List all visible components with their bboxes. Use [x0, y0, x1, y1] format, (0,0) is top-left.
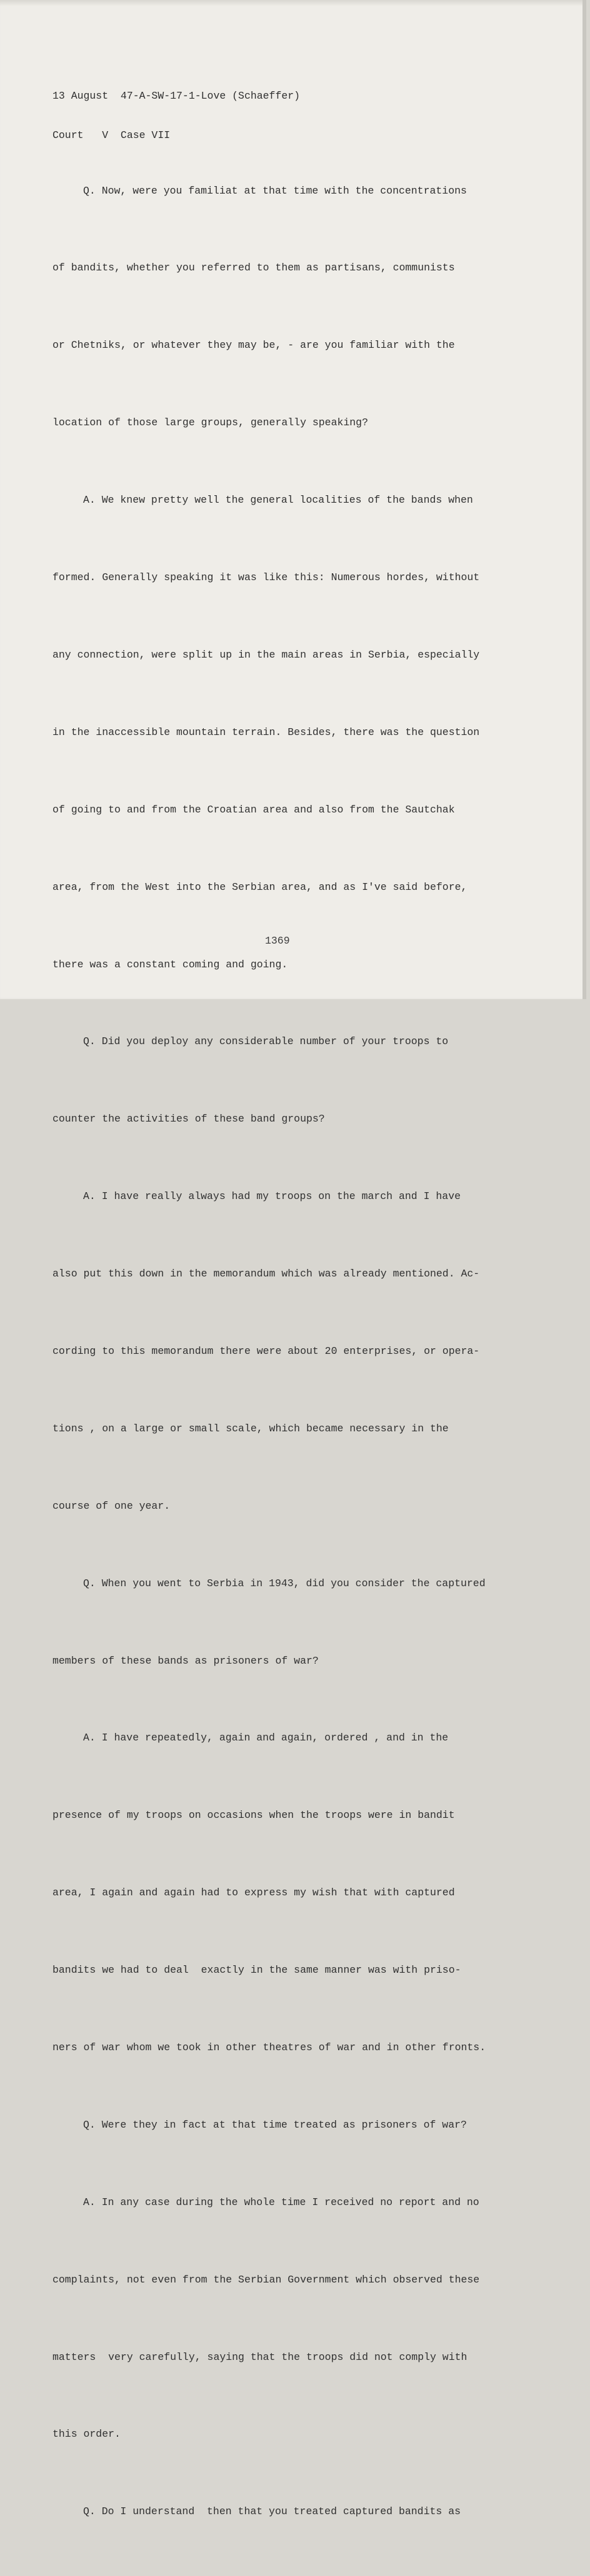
- header-date-reference-line: 13 August 47-A-SW-17-1-Love (Schaeffer): [52, 90, 301, 102]
- transcript-line: Q. Now, were you familiat at that time with the concentrations: [83, 184, 467, 197]
- transcript-line: tions , on a large or small scale, which became necessary in the: [52, 1422, 449, 1434]
- transcript-line: this order.: [52, 2428, 121, 2440]
- transcript-line: ners of war whom we took in other theatres of war and in other fronts.: [52, 2041, 486, 2053]
- transcript-line: area, I again and again had to express my wish that with captured: [52, 1887, 455, 1899]
- transcript-line: of bandits, whether you referred to them as partisans, communists: [52, 262, 455, 274]
- transcript-line: course of one year.: [52, 1499, 171, 1512]
- transcript-line: area, from the West into the Serbian area, and as I've said before,: [52, 881, 468, 893]
- page-right-edge: [582, 0, 586, 999]
- transcript-line: Q. Did you deploy any considerable number of your troops to: [83, 1035, 449, 1048]
- transcript-line: A. I have really always had my troops on the march and I have: [83, 1190, 461, 1203]
- transcript-line: also put this down in the memorandum which was already mentioned. Ac-: [52, 1268, 480, 1280]
- header-court-case-line: Court V Case VII: [52, 129, 171, 141]
- transcript-line: in the inaccessible mountain terrain. Besides, there was the question: [52, 726, 480, 738]
- transcript-line: there was a constant coming and going.: [52, 958, 288, 970]
- transcript-line: any connection, were split up in the main areas in Serbia, especially: [52, 648, 480, 661]
- transcript-line: matters very carefully, saying that the troops did not comply with: [52, 2351, 468, 2363]
- transcript-line: presence of my troops on occasions when the troops were in bandit: [52, 1809, 455, 1822]
- transcript-line: bandits we had to deal exactly in the same manner was with priso-: [52, 1964, 461, 1976]
- transcript-line: A. I have repeatedly, again and again, ordered , and in the: [83, 1732, 449, 1744]
- transcript-line: cording to this memorandum there were about 20 enterprises, or opera-: [52, 1345, 480, 1357]
- transcript-line: Q. Were they in fact at that time treated as prisoners of war?: [83, 2118, 467, 2131]
- transcript-line: location of those large groups, generally speaking?: [52, 417, 368, 429]
- transcript-line: of going to and from the Croatian area and also from the Sautchak: [52, 803, 455, 816]
- transcript-line: Q. Do I understand then that you treated captured bandits as: [83, 2505, 461, 2518]
- transcript-line: formed. Generally speaking it was like this: Numerous hordes, without: [52, 571, 480, 584]
- page-top-shadow: [0, 0, 586, 6]
- transcript-line: or Chetniks, or whatever they may be, - are you familiar with the: [52, 339, 455, 352]
- transcript-line: counter the activities of these band groups?: [52, 1113, 325, 1125]
- transcript-line: Q. When you went to Serbia in 1943, did you consider the captured: [83, 1577, 486, 1589]
- transcript-body: [52, 126, 512, 2576]
- transcript-line: A. We knew pretty well the general localities of the bands when: [83, 494, 473, 506]
- transcript-line: members of these bands as prisoners of war?: [52, 1654, 319, 1667]
- page-number: 1369: [265, 935, 290, 947]
- transcript-line: complaints, not even from the Serbian Government which observed these: [52, 2273, 480, 2286]
- transcript-line: A. In any case during the whole time I received no report and no: [83, 2196, 479, 2208]
